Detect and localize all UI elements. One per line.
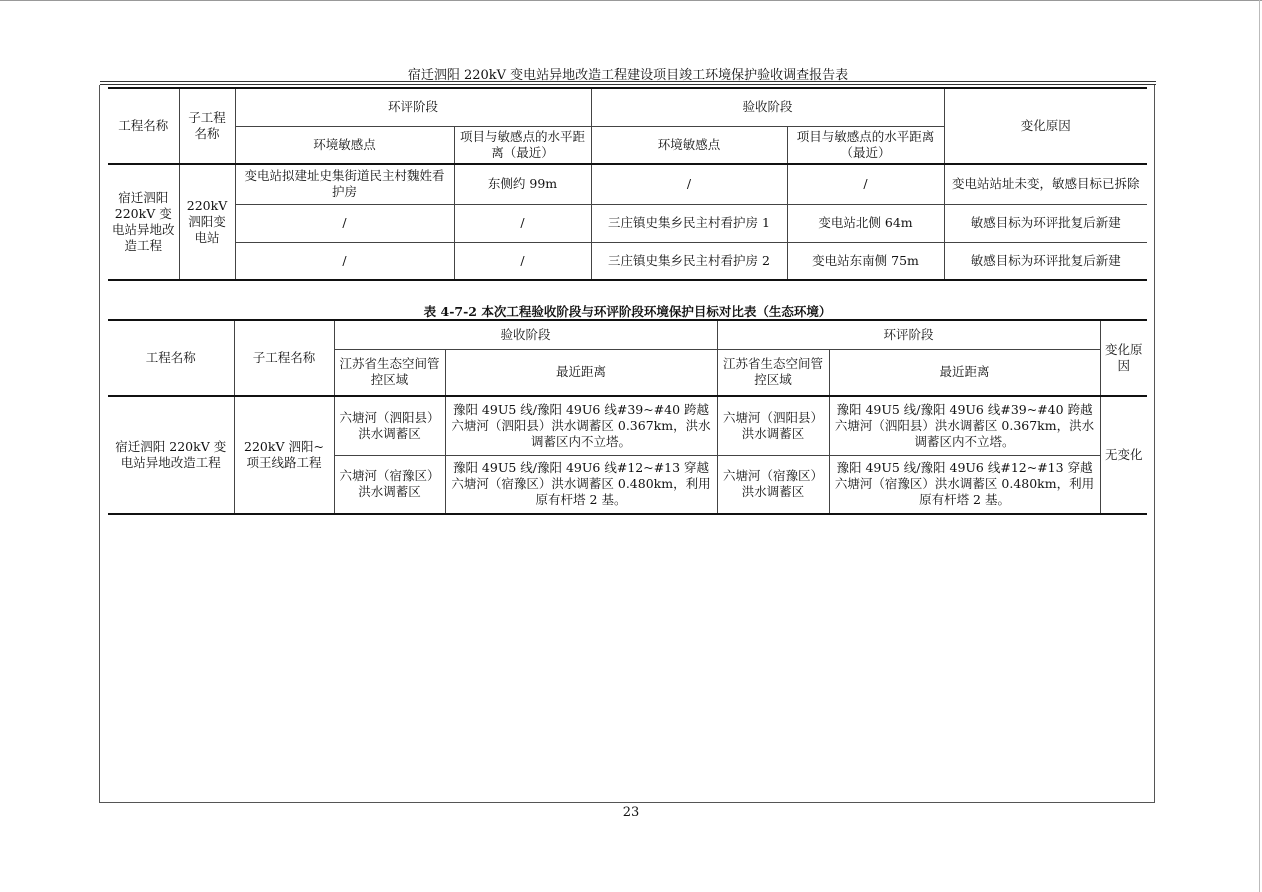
acc-point-cell: 三庄镇史集乡民主村看护房 2 [591, 242, 787, 280]
page-top-border [0, 0, 1262, 1]
header-sub-project: 子工程名称 [179, 88, 235, 164]
header-project-name: 工程名称 [108, 320, 234, 396]
eia-distance-cell: 东侧约 99m [454, 164, 591, 204]
table-caption: 表 4-7-2 本次工程验收阶段与环评阶段环境保护目标对比表（生态环境） [423, 304, 832, 319]
project-name-cell: 宿迁泗阳 220kV 变电站异地改造工程 [108, 396, 234, 514]
reason-cell: 无变化 [1100, 396, 1147, 514]
acc-distance-cell: 豫阳 49U5 线/豫阳 49U6 线#39~#40 跨越六塘河（泗阳县）洪水调蓄区 0.367km，洪水调蓄区内不立塔。 [445, 396, 717, 455]
reason-cell: 敏感目标为环评批复后新建 [944, 204, 1147, 242]
header-sub-project: 子工程名称 [234, 320, 334, 396]
header-change-reason: 变化原因 [1100, 320, 1147, 396]
eia-zone-cell: 六塘河（宿豫区）洪水调蓄区 [717, 455, 829, 514]
page-right-border [1259, 0, 1260, 892]
eia-distance-cell: / [454, 242, 591, 280]
page-header: 宿迁泗阳 220kV 变电站异地改造工程建设项目竣工环境保护验收调查报告表 [407, 68, 849, 83]
header-acc-distance: 项目与敏感点的水平距离（最近） [787, 126, 944, 164]
acc-zone-cell: 六塘河（泗阳县）洪水调蓄区 [334, 396, 445, 455]
header-acc-nearest: 最近距离 [445, 349, 717, 396]
ecological-targets-table [108, 319, 1147, 515]
header-acc-sensitive-point: 环境敏感点 [591, 126, 787, 164]
acc-distance-cell: 变电站北侧 64m [787, 204, 944, 242]
header-acceptance-stage: 验收阶段 [334, 320, 717, 349]
acc-distance-cell: 豫阳 49U5 线/豫阳 49U6 线#12~#13 穿越六塘河（宿豫区）洪水调蓄区 0.480km，利用原有杆塔 2 基。 [445, 455, 717, 514]
eia-point-cell: / [235, 242, 454, 280]
acc-zone-cell: 六塘河（宿豫区）洪水调蓄区 [334, 455, 445, 514]
header-eia-distance: 项目与敏感点的水平距离（最近） [454, 126, 591, 164]
header-acc-zone: 江苏省生态空间管控区域 [334, 349, 445, 396]
eia-distance-cell: 豫阳 49U5 线/豫阳 49U6 线#12~#13 穿越六塘河（宿豫区）洪水调蓄区 0.480km，利用原有杆塔 2 基。 [829, 455, 1100, 514]
header-project-name: 工程名称 [108, 88, 179, 164]
sensitive-points-table [108, 87, 1147, 281]
eia-point-cell: / [235, 204, 454, 242]
eia-point-cell: 变电站拟建址史集街道民主村魏姓看护房 [235, 164, 454, 204]
sub-project-cell: 220kV 泗阳变电站 [179, 164, 235, 280]
acc-point-cell: / [591, 164, 787, 204]
page-number: 23 [622, 805, 640, 820]
header-eia-nearest: 最近距离 [829, 349, 1100, 396]
eia-zone-cell: 六塘河（泗阳县）洪水调蓄区 [717, 396, 829, 455]
header-eia-sensitive-point: 环境敏感点 [235, 126, 454, 164]
header-change-reason: 变化原因 [944, 88, 1147, 164]
header-eia-zone: 江苏省生态空间管控区域 [717, 349, 829, 396]
acc-distance-cell: 变电站东南侧 75m [787, 242, 944, 280]
project-name-cell: 宿迁泗阳220kV 变电站异地改造工程 [108, 164, 179, 280]
header-acceptance-stage: 验收阶段 [591, 88, 944, 126]
header-eia-stage: 环评阶段 [717, 320, 1100, 349]
sub-project-cell: 220kV 泗阳~项王线路工程 [234, 396, 334, 514]
reason-cell: 敏感目标为环评批复后新建 [944, 242, 1147, 280]
eia-distance-cell: 豫阳 49U5 线/豫阳 49U6 线#39~#40 跨越六塘河（泗阳县）洪水调蓄区 0.367km，洪水调蓄区内不立塔。 [829, 396, 1100, 455]
reason-cell: 变电站站址未变，敏感目标已拆除 [944, 164, 1147, 204]
header-rule-top [100, 81, 1156, 82]
acc-distance-cell: / [787, 164, 944, 204]
eia-distance-cell: / [454, 204, 591, 242]
acc-point-cell: 三庄镇史集乡民主村看护房 1 [591, 204, 787, 242]
header-eia-stage: 环评阶段 [235, 88, 591, 126]
